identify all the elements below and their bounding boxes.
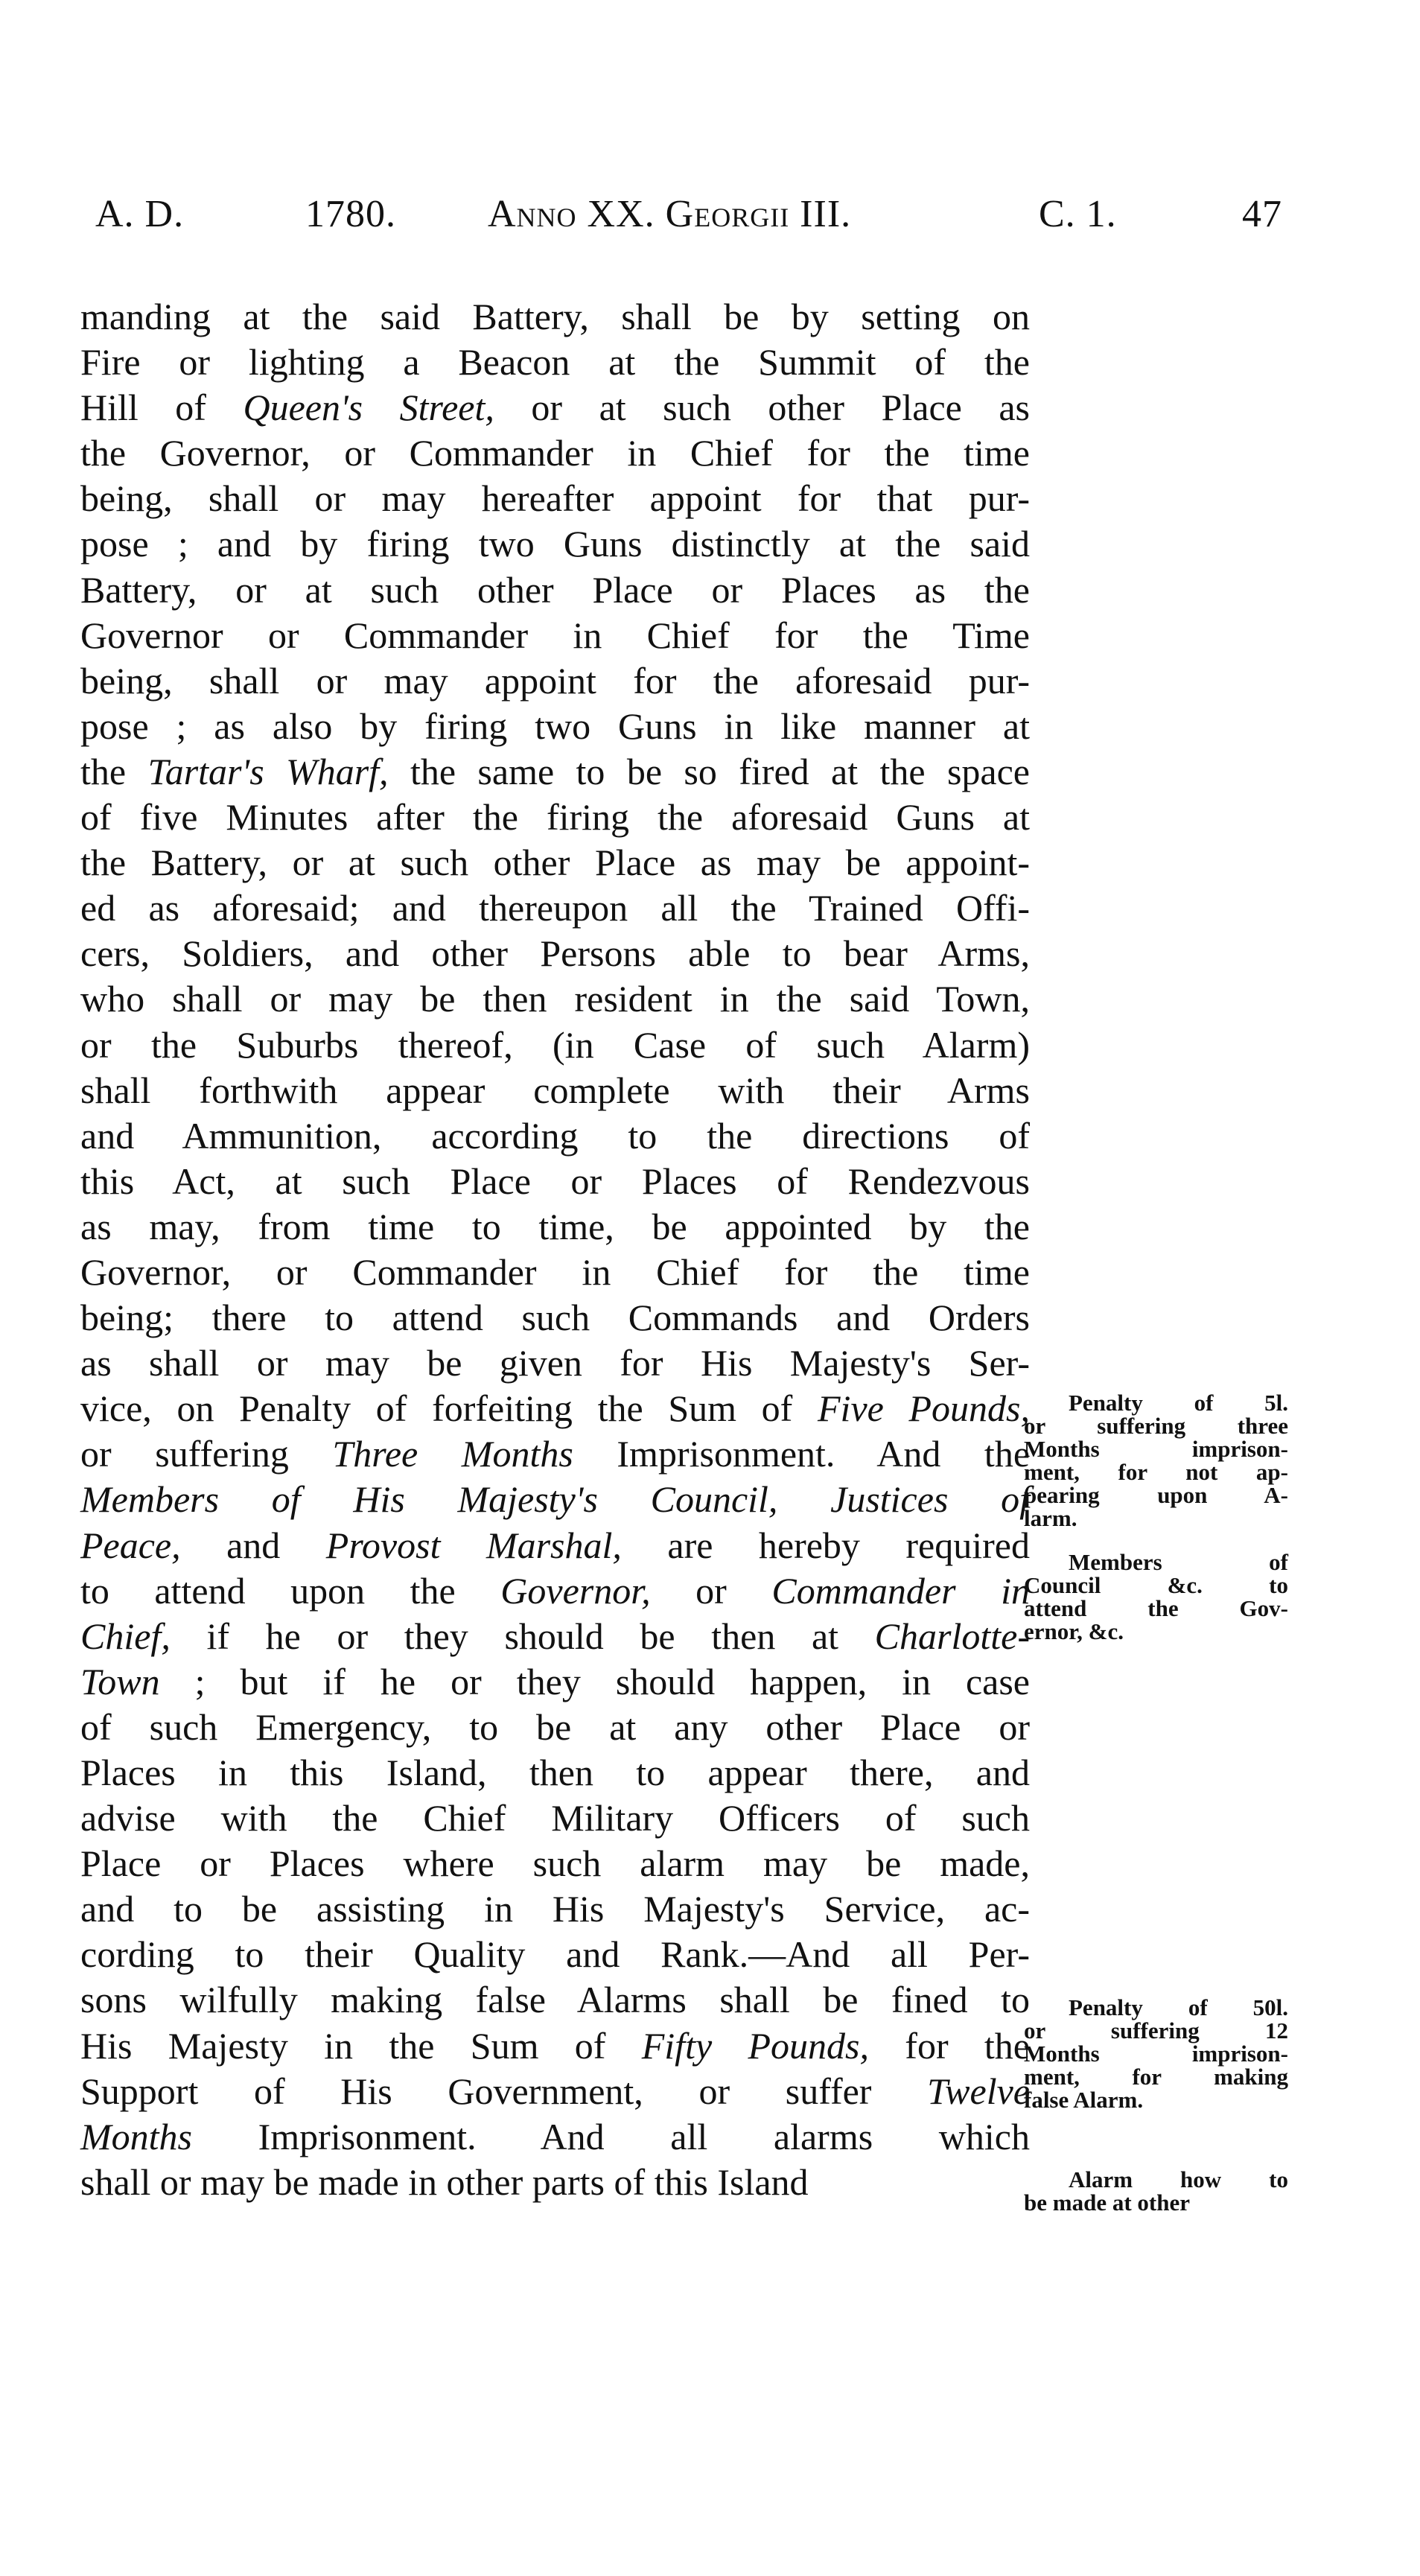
margin-note-line: Council &c. to	[1024, 1572, 1288, 1598]
text-run: or suffering	[80, 1433, 333, 1475]
text-run: ; but if he or they should happen, in case	[159, 1660, 1030, 1702]
body-line	[80, 1341, 1030, 1386]
body-line	[80, 931, 1030, 976]
margin-note-line: Alarm how to	[1069, 2166, 1288, 2192]
italic-text: Peace,	[80, 1524, 181, 1566]
body-line	[80, 658, 1030, 704]
header-year: 1780.	[305, 193, 396, 235]
body-line	[80, 1023, 1030, 1068]
italic-text: Commander in	[771, 1569, 1030, 1612]
text-run: shall or may be made in other parts of this Island	[80, 2160, 809, 2203]
body-line	[80, 1568, 1030, 1614]
body-line	[80, 1750, 1030, 1796]
text-run: being; there to attend such Commands and Orders	[80, 1297, 1030, 1339]
body-line	[80, 2114, 1030, 2160]
margin-note-line: be made at other	[1024, 2189, 1190, 2216]
body-line	[80, 1068, 1030, 1113]
margin-note-line: larm.	[1024, 1505, 1077, 1531]
text-run: and Ammunition, according to the directions of	[80, 1114, 1030, 1157]
body-line	[80, 1796, 1030, 1841]
body-line	[80, 795, 1030, 840]
text-run: as shall or may be given for His Majesty's Ser-	[80, 1342, 1030, 1384]
margin-note-line: ment, for not ap-	[1024, 1459, 1288, 1485]
italic-text: Provost Marshal,	[325, 1524, 622, 1566]
body-line	[80, 2160, 1030, 2205]
text-run: ed as aforesaid; and thereupon all the Trained Offi-	[80, 887, 1030, 929]
margin-note-line: Members of	[1069, 1549, 1288, 1575]
text-run: His Majesty in the Sum of	[80, 2024, 642, 2067]
italic-text: Queen's Street,	[243, 387, 494, 429]
italic-text: Town	[80, 1660, 160, 1702]
text-run: the	[80, 750, 148, 792]
text-run: Support of His Government, or suffer	[80, 2070, 928, 2112]
text-run: or	[650, 1569, 772, 1612]
text-run: for the	[868, 2024, 1030, 2067]
body-line	[80, 1113, 1030, 1159]
text-run: the same to be so fired at the space	[388, 750, 1031, 792]
body-line	[80, 2069, 1030, 2114]
italic-text: Chief,	[80, 1615, 171, 1657]
margin-note-line: Months imprison-	[1024, 1436, 1288, 1462]
margin-note-line: Penalty of 5l.	[1069, 1390, 1288, 1416]
text-run: Imprisonment. And the	[573, 1433, 1031, 1475]
text-run: being, shall or may hereafter appoint for that pur-	[80, 477, 1030, 520]
text-run: advise with the Chief Military Officers of such	[80, 1797, 1030, 1839]
margin-note-line: attend the Gov-	[1024, 1595, 1288, 1621]
body-line	[80, 1295, 1030, 1341]
text-run: and	[180, 1524, 326, 1566]
margin-note-line: false Alarm.	[1024, 2087, 1144, 2113]
italic-text: Months	[80, 2115, 192, 2157]
text-run: Battery, or at such other Place or Places as the	[80, 568, 1030, 611]
text-run: and to be assisting in His Majesty's Service, ac-	[80, 1888, 1030, 1930]
body-line	[80, 521, 1030, 567]
margin-note-line: ment, for making	[1024, 2064, 1288, 2090]
body-line	[80, 1932, 1030, 1977]
text-run: shall forthwith appear complete with their Arms	[80, 1069, 1030, 1111]
body-line	[80, 840, 1030, 885]
margin-note-council-attend	[1024, 1551, 1288, 1643]
italic-text: Three Months	[332, 1433, 573, 1475]
body-line	[80, 430, 1030, 476]
body-line	[80, 1705, 1030, 1750]
italic-text: Fifty Pounds,	[641, 2024, 869, 2067]
italic-text: Governor,	[500, 1569, 651, 1612]
text-run: Places in this Island, then to appear there, and	[80, 1752, 1030, 1793]
text-run: manding at the said Battery, shall be by setting on	[80, 296, 1030, 337]
text-run: of such Emergency, to be at any other Place or	[80, 1705, 1030, 1748]
text-run: the Governor, or Commander in Chief for the time	[80, 432, 1030, 474]
margin-note-line: pearing upon A-	[1024, 1482, 1288, 1508]
body-line	[80, 885, 1030, 931]
body-line	[80, 1614, 1030, 1659]
text-run: being, shall or may appoint for the aforesaid pur-	[80, 659, 1030, 702]
text-run: Fire or lighting a Beacon at the Summit of the	[80, 341, 1030, 384]
text-run: as may, from time to time, be appointed by the	[80, 1205, 1030, 1247]
body-line	[80, 1977, 1030, 2023]
body-text	[80, 294, 1030, 2205]
italic-text: Members of His Majesty's Council, Justices of	[80, 1478, 1030, 1521]
text-run: vice, on Penalty of forfeiting the Sum of	[80, 1387, 818, 1430]
italic-text: Charlotte-	[874, 1615, 1030, 1657]
text-run: to attend upon the	[80, 1569, 501, 1612]
header-chapter: C. 1.	[1039, 193, 1117, 235]
body-line	[80, 1659, 1030, 1705]
body-line	[80, 385, 1030, 430]
margin-note-line: Months imprison-	[1024, 2041, 1288, 2067]
body-line	[80, 704, 1030, 749]
text-run: Governor or Commander in Chief for the Time	[80, 614, 1030, 656]
italic-text: Five Pounds,	[818, 1387, 1031, 1430]
text-run: cording to their Quality and Rank.—And all Per-	[80, 1933, 1030, 1976]
body-line	[80, 976, 1030, 1022]
margin-note-penalty-five-pounds	[1024, 1391, 1288, 1530]
text-run: cers, Soldiers, and other Persons able to bear Arms,	[80, 932, 1030, 975]
body-line	[80, 1841, 1030, 1886]
italic-text: Twelve	[927, 2070, 1030, 2112]
page-number: 47	[1242, 193, 1282, 235]
margin-note-alarm-how	[1024, 2168, 1288, 2214]
margin-note-line: or suffering three	[1024, 1413, 1288, 1439]
body-line	[80, 340, 1030, 385]
text-run: pose ; and by firing two Guns distinctly at the said	[80, 523, 1030, 565]
body-line	[80, 1204, 1030, 1250]
margin-note-line: Penalty of 50l.	[1069, 1994, 1288, 2020]
text-run: pose ; as also by firing two Guns in like manner at	[80, 705, 1030, 747]
text-run: Place or Places where such alarm may be made,	[80, 1842, 1030, 1885]
header-anno-domini: A. D.	[95, 193, 185, 235]
body-line	[80, 613, 1030, 658]
body-line	[80, 1431, 1030, 1477]
body-line	[80, 294, 1030, 340]
body-line	[80, 1250, 1030, 1295]
margin-note-line: or suffering 12	[1024, 2017, 1288, 2044]
body-line	[80, 476, 1030, 521]
text-run: who shall or may be then resident in the said Town,	[80, 978, 1030, 1020]
text-run: Governor, or Commander in Chief for the time	[80, 1250, 1030, 1293]
body-line	[80, 567, 1030, 613]
body-line	[80, 749, 1030, 795]
text-run: this Act, at such Place or Places of Rendezvous	[80, 1160, 1030, 1202]
text-run: Hill of	[80, 387, 243, 429]
text-run: or the Suburbs thereof, (in Case of such Alarm)	[80, 1023, 1030, 1066]
body-line	[80, 1386, 1030, 1431]
margin-note-line: ernor, &c.	[1024, 1618, 1124, 1644]
body-line	[80, 1523, 1030, 1568]
text-run: Imprisonment. And all alarms which	[192, 2115, 1030, 2157]
text-run: of five Minutes after the firing the aforesaid Guns at	[80, 796, 1030, 839]
text-run: if he or they should be then at	[170, 1615, 875, 1657]
italic-text: Tartar's Wharf,	[147, 750, 389, 792]
text-run: are hereby required	[621, 1524, 1030, 1566]
body-line	[80, 1477, 1030, 1522]
body-line	[80, 2023, 1030, 2069]
text-run: the Battery, or at such other Place as may be appoint-	[80, 842, 1030, 884]
text-run: sons wilfully making false Alarms shall be fined to	[80, 1979, 1030, 2021]
text-run: or at such other Place as	[494, 387, 1031, 429]
margin-note-penalty-fifty-pounds	[1024, 1996, 1288, 2111]
body-line	[80, 1886, 1030, 1932]
header-title: Anno XX. Georgii III.	[488, 193, 852, 235]
body-line	[80, 1159, 1030, 1204]
